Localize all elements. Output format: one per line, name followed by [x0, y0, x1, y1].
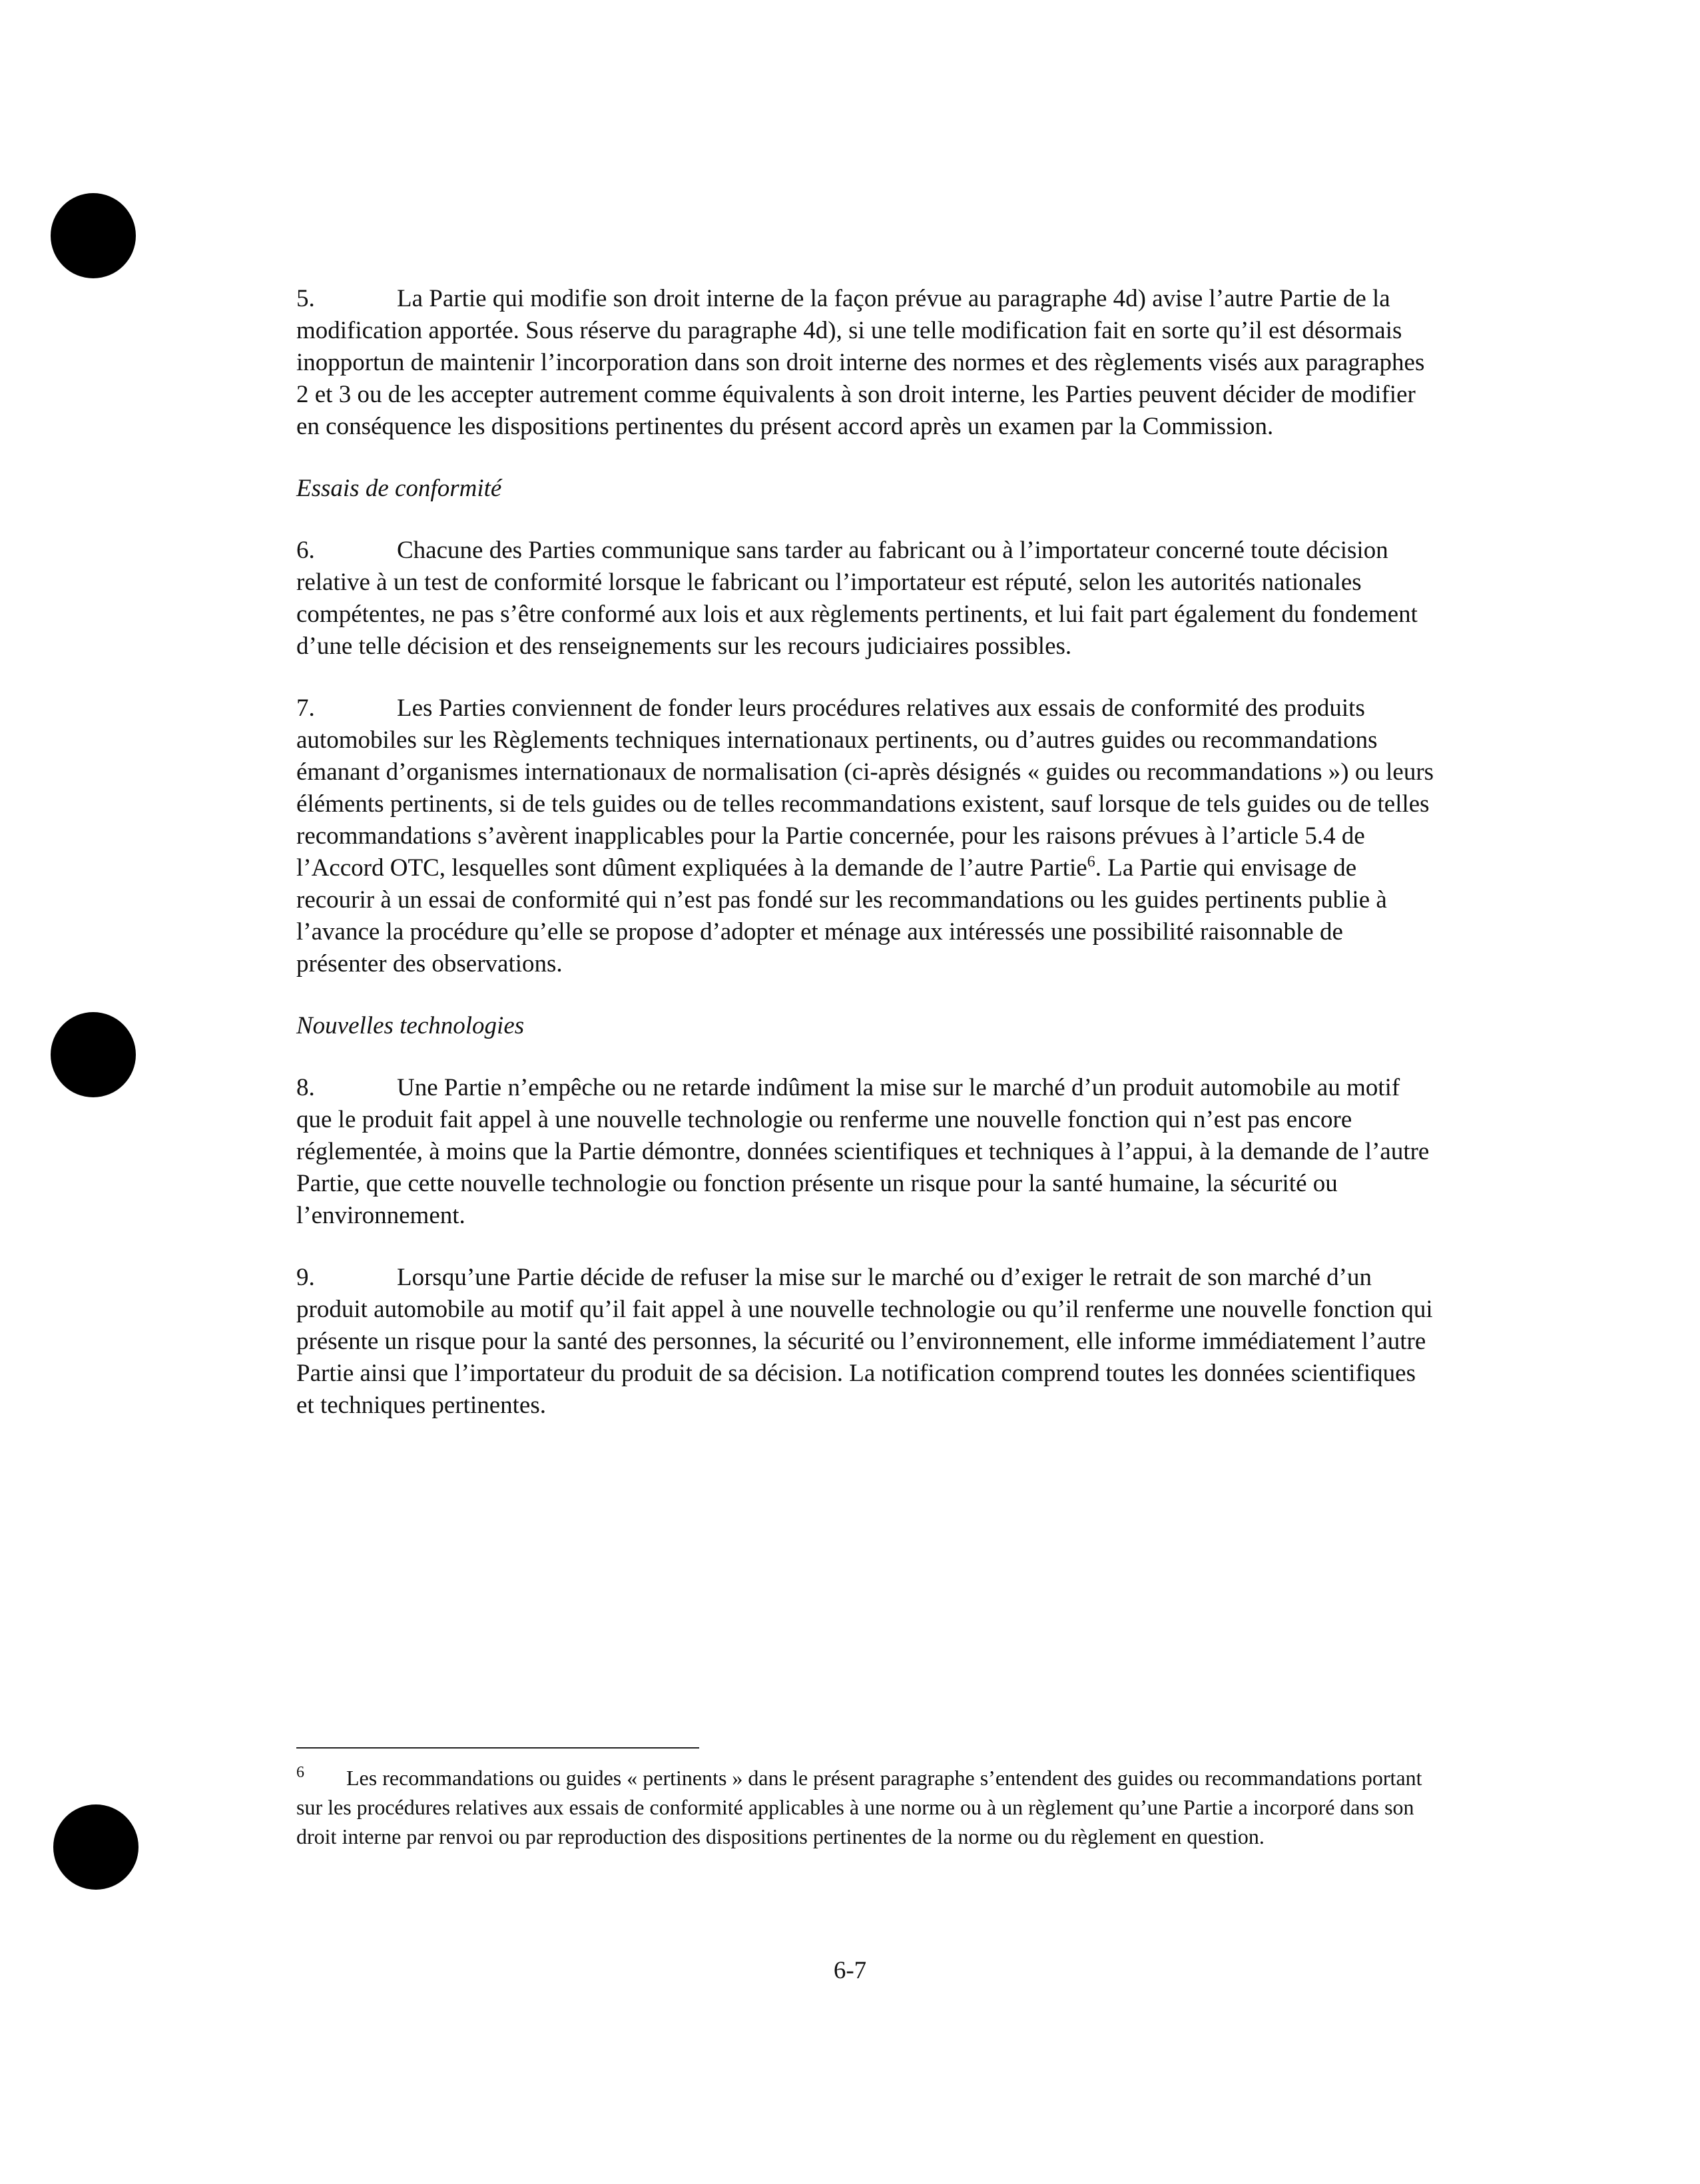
paragraph-text: Une Partie n’empêche ou ne retarde indûment la mise sur le marché d’un produit automobile au motif que le produit fait appel à une nouvelle technologie ou renferme une nouvelle fonction qui n’est pas encore réglementée, à moins que la Partie démontre, données scientifiques et techniques à l’appui, à la demande de l’autre Partie, que cette nouvelle technologie ou fonction présente un risque pour la santé humaine, la sécurité ou l’environnement. [296, 1074, 1430, 1229]
page-body [296, 283, 1435, 1452]
footnote-separator [296, 1747, 699, 1749]
paragraph-7 [296, 692, 1435, 980]
paragraph-text-continued: . La Partie qui envisage de recourir à un essai de conformité qui n’est pas fondé sur les recommandations ou les guides pertinents publie à l’avance la procédure qu’elle se propose d’adopter et ménage aux intéressés une possibilité raisonnable de présenter des observations. [296, 854, 1387, 977]
paragraph-text: La Partie qui modifie son droit interne de la façon prévue au paragraphe 4d) avise l’autre Partie de la modification apportée. Sous réserve du paragraphe 4d), si une telle modification fait en sorte qu’il est désormais inopportun de maintenir l’incorporation dans son droit interne des normes et des règlements visés aux paragraphes 2 et 3 ou de les accepter autrement comme équivalents à son droit interne, les Parties peuvent décider de modifier en conséquence les dispositions pertinentes du présent accord après un examen par la Commission. [296, 285, 1425, 440]
paragraph-number: 9. [296, 1264, 315, 1291]
punch-hole [51, 193, 136, 278]
paragraph-text: Chacune des Parties communique sans tarder au fabricant ou à l’importateur concerné toute décision relative à un test de conformité lorsque le fabricant ou l’importateur est réputé, selon les autorités nationales compétentes, ne pas s’être conformé aux lois et aux règlements pertinents, et lui fait part également du fondement d’une telle décision et des renseignements sur les recours judiciaires possibles. [296, 537, 1418, 660]
paragraph-8 [296, 1072, 1435, 1232]
paragraph-5 [296, 283, 1435, 443]
section-heading-essais: Essais de conformité [296, 475, 502, 502]
paragraph-9 [296, 1262, 1435, 1422]
footnote-reference: 6 [1087, 853, 1095, 871]
paragraph-6 [296, 535, 1435, 663]
paragraph-number: 7. [296, 694, 315, 722]
section-heading-nouvelles: Nouvelles technologies [296, 1012, 525, 1039]
footnote: 6 Les recommandations ou guides « pertinents » dans le présent paragraphe s’entendent des guides ou recommandations portant sur les procédures relatives aux essais de conformité applicables à une norme ou à un règlement qu’une Partie a incorporé dans son droit interne par renvoi ou par reproduction des dispositions pertinentes de la norme ou du règlement en question. [296, 1764, 1422, 1848]
paragraph-text: Les Parties conviennent de fonder leurs procédures relatives aux essais de conformité des produits automobiles sur les Règlements techniques internationaux pertinents, ou d’autres guides ou recommandations émanant d’organismes internationaux de normalisation (ci-après désignés « guides ou recommandations ») ou leurs éléments pertinents, si de tels guides ou de telles recommandations existent, sauf lorsque de tels guides ou de telles recommandations s’avèrent inapplicables pour la Partie concernée, pour les raisons prévues à l’article 5.4 de l’Accord OTC, lesquelles sont dûment expliquées à la demande de l’autre Partie [296, 694, 1434, 882]
paragraph-text: Lorsqu’une Partie décide de refuser la mise sur le marché ou d’exiger le retrait de son marché d’un produit automobile au motif qu’il fait appel à une nouvelle technologie ou qu’il renferme une nouvelle fonction qui présente un risque pour la santé des personnes, la sécurité ou l’environnement, elle informe immédiatement l’autre Partie ainsi que l’importateur du produit de sa décision. La notification comprend toutes les données scientifiques et techniques pertinentes. [296, 1264, 1433, 1419]
paragraph-number: 8. [296, 1074, 315, 1101]
punch-hole [53, 1804, 139, 1890]
footnote-text: Les recommandations ou guides « pertinents » dans le présent paragraphe s’entendent des guides ou recommandations portant sur les procédures relatives aux essais de conformité applicables à une norme ou à un règlement qu’une Partie a incorporé dans son droit interne par renvoi ou par reproduction des dispositions pertinentes de la norme ou du règlement en question. [296, 1766, 1422, 1848]
paragraph-number: 5. [296, 285, 315, 312]
punch-hole [51, 1012, 136, 1097]
paragraph-number: 6. [296, 537, 315, 564]
page-number: 6-7 [833, 1957, 867, 1984]
